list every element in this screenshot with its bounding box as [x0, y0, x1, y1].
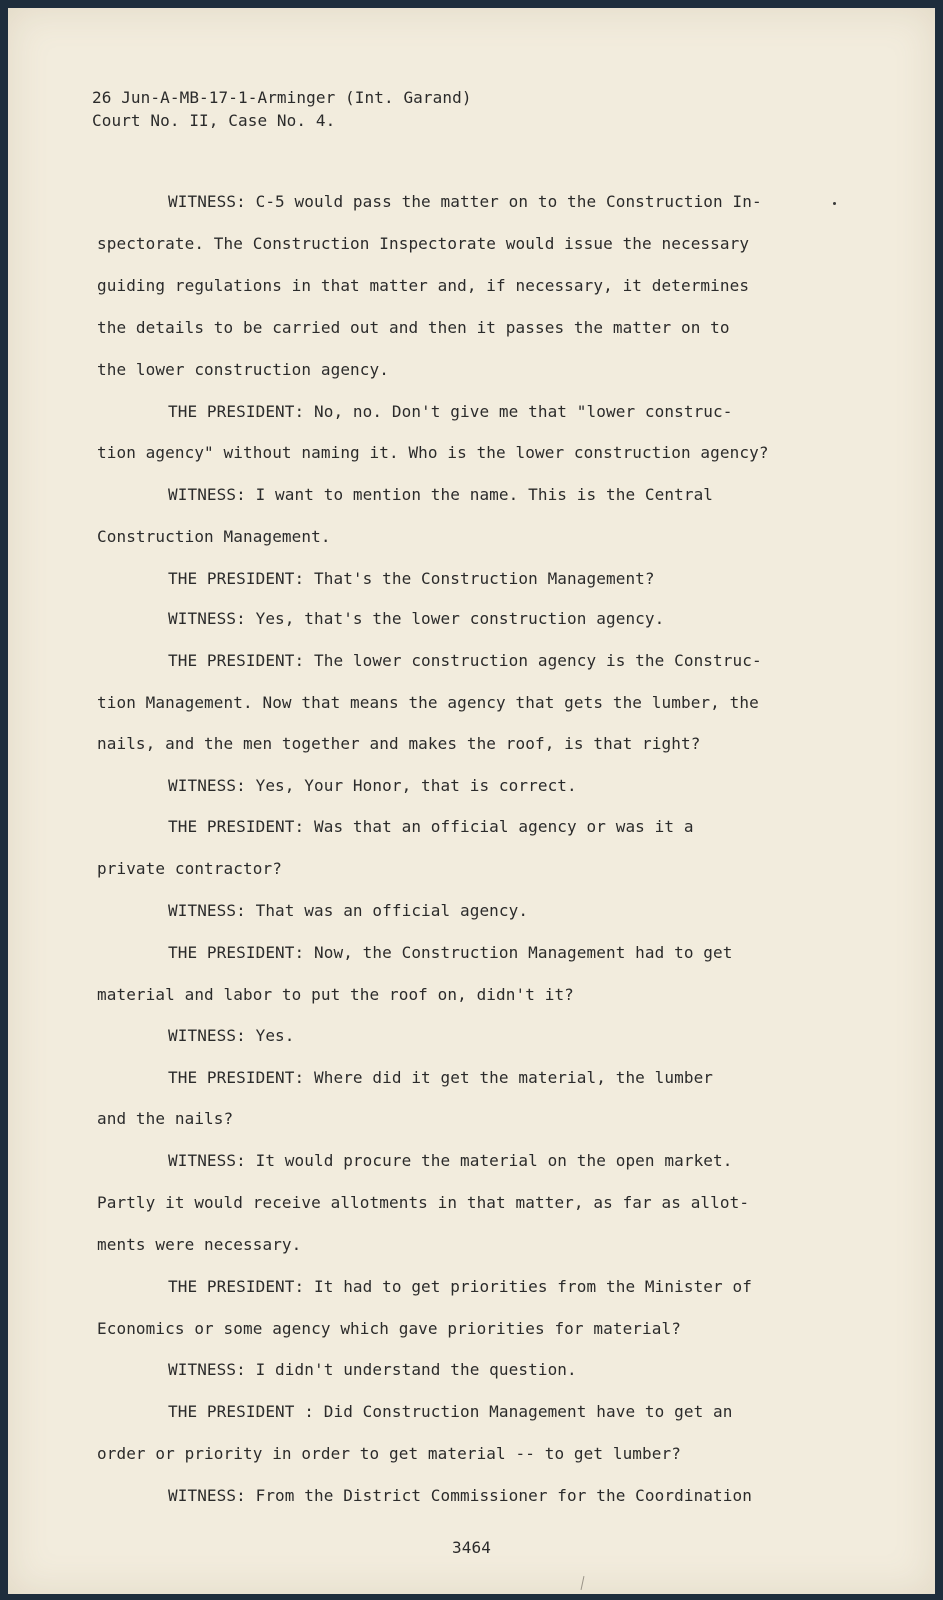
transcript-line: WITNESS: C-5 would pass the matter on to the Construction In- [168, 192, 762, 211]
transcript-line: THE PRESIDENT: Now, the Construction Management had to get [168, 943, 733, 962]
pencil-mark [581, 1576, 585, 1590]
transcript-line: THE PRESIDENT : Did Construction Management have to get an [168, 1402, 733, 1421]
transcript-line: WITNESS: That was an official agency. [168, 901, 529, 920]
transcript-line: WITNESS: Yes, that's the lower construction agency. [168, 609, 665, 628]
transcript-line: Economics or some agency which gave priorities for material? [97, 1319, 681, 1338]
transcript-line: WITNESS: It would procure the material on the open market. [168, 1151, 733, 1170]
transcript-line: private contractor? [97, 859, 282, 878]
transcript-line: nails, and the men together and makes the roof, is that right? [97, 734, 701, 753]
header-reference: 26 Jun-A-MB-17-1-Arminger (Int. Garand) [92, 88, 472, 107]
transcript-line: Partly it would receive allotments in that matter, as far as allot- [97, 1193, 750, 1212]
transcript-line: tion Management. Now that means the agency that gets the lumber, the [97, 693, 759, 712]
transcript-line: tion agency" without naming it. Who is the lower construction agency? [97, 443, 769, 462]
transcript-line: order or priority in order to get material -- to get lumber? [97, 1444, 681, 1463]
page-number: 3464 [452, 1538, 491, 1557]
transcript-line: ments were necessary. [97, 1235, 302, 1254]
transcript-line: THE PRESIDENT: It had to get priorities from the Minister of [168, 1277, 752, 1296]
transcript-line: THE PRESIDENT: That's the Construction Management? [168, 569, 655, 588]
transcript-line: WITNESS: Yes. [168, 1026, 295, 1045]
transcript-line: guiding regulations in that matter and, if necessary, it determines [97, 276, 750, 295]
transcript-line: THE PRESIDENT: Was that an official agency or was it a [168, 817, 694, 836]
transcript-line: THE PRESIDENT: Where did it get the material, the lumber [168, 1068, 714, 1087]
transcript-line: the details to be carried out and then it passes the matter on to [97, 318, 730, 337]
transcript-line: and the nails? [97, 1109, 234, 1128]
transcript-line: THE PRESIDENT: The lower construction agency is the Construc- [168, 651, 762, 670]
transcript-line: THE PRESIDENT: No, no. Don't give me that "lower construc- [168, 402, 733, 421]
transcript-line: Construction Management. [97, 527, 331, 546]
header-court-case: Court No. II, Case No. 4. [92, 111, 336, 130]
transcript-line: the lower construction agency. [97, 360, 389, 379]
document-header [92, 86, 472, 132]
document-page [8, 8, 935, 1594]
transcript-line: material and labor to put the roof on, didn't it? [97, 985, 574, 1004]
transcript-line: WITNESS: Yes, Your Honor, that is correct. [168, 776, 577, 795]
transcript-line: WITNESS: I want to mention the name. This is the Central [168, 485, 714, 504]
transcript-line: spectorate. The Construction Inspectorate would issue the necessary [97, 234, 750, 253]
transcript-line: WITNESS: I didn't understand the question. [168, 1360, 577, 1379]
transcript-line: WITNESS: From the District Commissioner for the Coordination [168, 1486, 752, 1505]
ink-speck [833, 202, 836, 205]
